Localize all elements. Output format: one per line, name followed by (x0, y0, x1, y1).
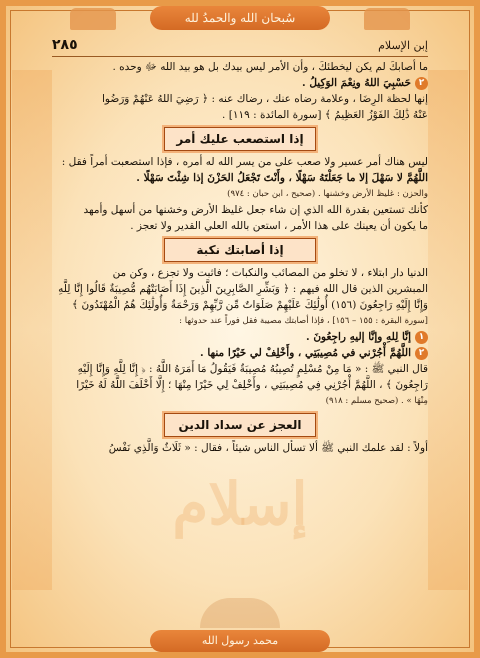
top-calligraphy-banner: سُبحان الله والحمدُ لله (150, 6, 330, 30)
item-number: ٢ (415, 347, 428, 360)
bottom-calligraphy-banner: محمد رسول الله (150, 630, 330, 652)
dua-line: اللَّهُمَّ لا سَهْلَ إلا ما جَعَلْتَهُ سَهْلًا ، وأَنْتَ تَجْعَلُ الحَزْنَ إذا شِئْتَ سَهْلًا . (136, 172, 428, 184)
quran-book-icon (70, 8, 116, 30)
text-line: أولاً : لقد علمك النبي ﷺ ألا تسأل الناس شيئاً ، فقال : « ثَلَاثٌ وَالَّذِي نَفْسُ (108, 442, 428, 454)
dua-text: حَسْبِيَ اللهُ ونِعْمَ الوَكِيلُ . (302, 77, 411, 89)
text-line: إنها لحظة الرِضَا ، وعلامة رضاه عنك ، رضاك عنه : ﴿ رَضِيَ اللهُ عَنْهُمْ وَرَضُوا (101, 93, 428, 105)
text-line (52, 76, 428, 91)
page-content (52, 34, 428, 457)
list-item (52, 346, 428, 361)
list-item (52, 330, 428, 345)
page-header (52, 34, 428, 57)
dua-text: اللَّهُمَّ أْجُرْني في مُصِيبَتِي ، وأَخْلِفْ لي خَيْرًا منها . (200, 347, 411, 359)
text-line: ما يكون أن يعينك على هذا الأمر ، استعن بالله العلي القدير ولا تعجز . (130, 220, 428, 232)
quran-book-icon (364, 8, 410, 30)
section-title: إذا أصابتك نكبة (164, 238, 316, 262)
watermark: إسلام (172, 470, 308, 538)
dua-text: إنَّا لِلهِ وإنَّا إليهِ راجِعُونَ . (306, 331, 411, 343)
reference-line: مِنْهَا » . (صحيح مسلم : ٩١٨) (325, 396, 428, 406)
text-line: المبشرين الذين قال الله فيهم : ﴿ وَبَشِّرِ الصَّابِرِينَ الَّذِينَ إِذَا أَصَابَتْهُم مُّصِيبَةٌ قَالُوا إِنَّا لِلَّهِ (58, 283, 428, 295)
item-number: ٢ (415, 77, 428, 90)
text-line: الدنيا دار ابتلاء ، لا تخلو من المصائب والنكبات ؛ فاثبت ولا تجزع ، وكن من (112, 267, 428, 279)
text-line: رَاجِعُونَ ﴾ ، اللَّهُمَّ أْجُرْنِي فِي مُصِيبَتِي ، وأَخْلِفْ لِي خَيْرًا مِنْهَا ؛ إِلَّا أَخْلَفَ اللَّهُ لَهُ خَيْرًا (76, 379, 428, 391)
text-line: وَإِنَّا إِلَيْهِ رَاجِعُونَ (١٥٦) أُولَٰئِكَ عَلَيْهِمْ صَلَوَاتٌ مِّن رَّبِّهِمْ وَرَحْمَةٌ وَأُولَٰئِكَ هُمُ الْمُهْتَدُونَ ﴾ (72, 299, 428, 311)
section-title: العجز عن سداد الدين (164, 413, 316, 437)
text-line: ما أصابكَ لم يكن ليخطئكَ ، وأن الأمر ليس بيدك بل هو بيد الله ﷻ وحده . (112, 61, 428, 73)
page-number: ٢٨٥ (52, 36, 78, 53)
text-line: ليس هناك أمر عسير ولا صعب على من يسر الله له أمره ، فإذا استصعبت أمراً فقل : (61, 156, 428, 168)
text-line: كأنك تستعين بقدرة الله الذي إن شاء جعل غليظ الأرض وخشنها من أسهل وأمهد (83, 204, 428, 216)
item-number: ١ (415, 331, 428, 344)
text-line: قال النبي ﷺ : « مَا مِنْ مُسْلِمٍ تُصِيبُهُ مُصِيبَةٌ فَيَقُولُ مَا أَمَرَهُ اللَّهُ : ﴿ إِنَّا لِلَّهِ وَإِنَّا إِلَيْهِ (77, 363, 428, 375)
reference-line: والحزن : غليظ الأرض وخشنها . (صحيح ، ابن حبان : ٩٧٤) (227, 189, 428, 199)
left-ornament-panel (12, 70, 52, 590)
reference-line: [سورة البقرة : ١٥٥ – ١٥٦] ، فإذا أصابتك مصيبة فقل فوراً عند حدوثها : (179, 316, 428, 326)
right-ornament-panel (428, 70, 468, 590)
running-title: إبن الإسلام (378, 38, 428, 52)
section-title: إذا استصعب عليك أمر (164, 127, 316, 151)
text-line: عَنْهُ ذَٰلِكَ الفَوْزُ العَظِيمُ ﴾ [سورة المائدة : ١١٩] . (222, 109, 428, 121)
